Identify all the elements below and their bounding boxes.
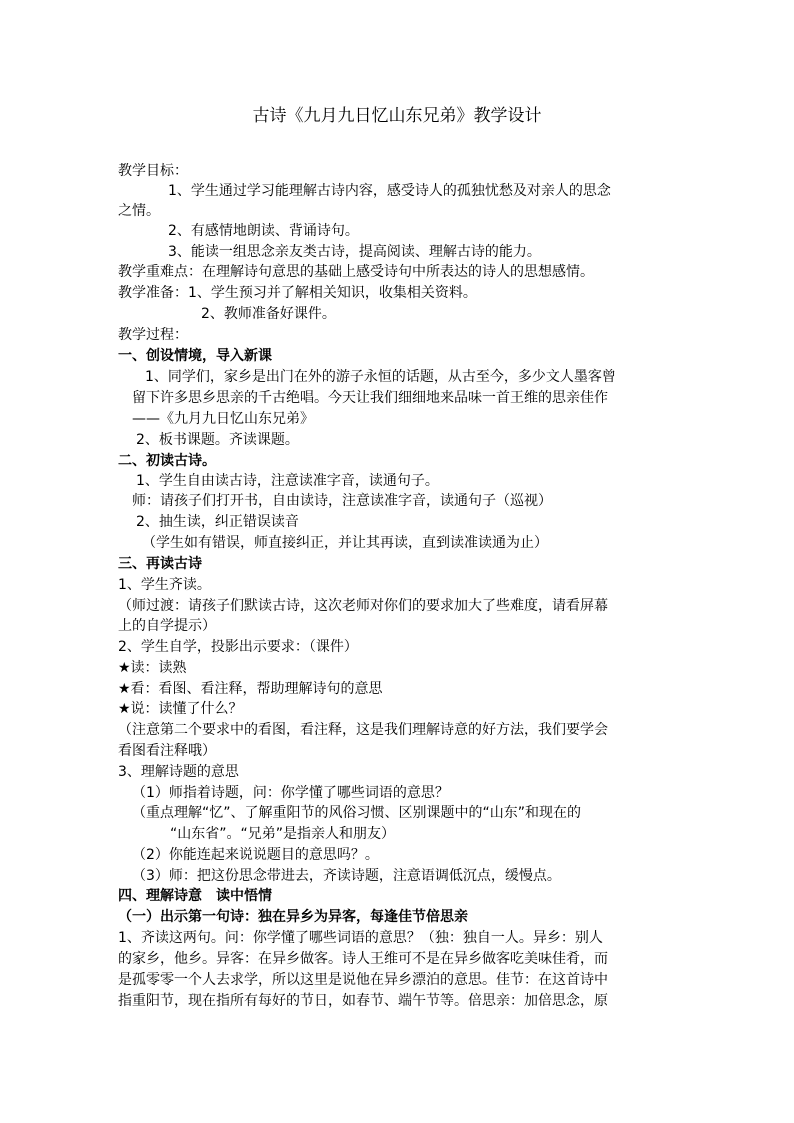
step-2-heading: 二、初读古诗。 (118, 453, 216, 469)
star-item-read: ★读：读熟 (118, 660, 187, 676)
star-item-look: ★看：看图、看注释，帮助理解诗句的意思 (118, 681, 383, 697)
step-3-note-cont: 看图看注释哦） (118, 743, 216, 759)
step-3-sub-1-note: （重点理解“忆”、了解重阳节的风俗习惯、区别课题中的“山东”和现在的 (132, 805, 582, 821)
step-4-item-1-cont3: 指重阳节，现在指所有每好的节日，如春节、端午节等。倍思亲：加倍思念，原 (118, 993, 608, 1009)
objective-2: 2、有感情地朗读、背诵诗句。 (168, 223, 359, 239)
step-1-item-1: 1、同学们，家乡是出门在外的游子永恒的话题，从古至今，多少文人墨客曾 (145, 369, 616, 385)
step-3-heading: 三、再读古诗 (118, 556, 202, 572)
step-4-item-1: 1、齐读这两句。问：你学懂了哪些词语的意思？（独：独自一人。异乡：别人 (118, 930, 603, 946)
step-4-item-1-cont2: 是孤零零一个人去求学，所以这里是说他在异乡漂泊的意思。佳节：在这首诗中 (118, 972, 608, 988)
key-difficulty: 教学重难点：在理解诗句意思的基础上感受诗句中所表达的诗人的思想感情。 (118, 264, 594, 280)
preparation-2: 2、教师准备好课件。 (201, 306, 336, 322)
step-3-sub-1-note-cont: “山东省”。“兄弟”是指亲人和朋友） (170, 826, 396, 842)
step-2-teacher: 师：请孩子们打开书，自由读诗，注意读准字音，读通句子（巡视） (132, 493, 552, 509)
step-2-item-1: 1、学生自由读古诗，注意读准字音，读通句子。 (136, 473, 439, 489)
step-3-item-2: 2、学生自学，投影出示要求：（课件） (118, 639, 358, 655)
step-2-item-2: 2、抽生读，纠正错误读音 (136, 514, 299, 530)
step-4-part-1-heading: （一）出示第一句诗：独在异乡为异客，每逢佳节倍思亲 (118, 909, 468, 925)
objective-1: 1、学生通过学习能理解古诗内容，感受诗人的孤独忧愁及对亲人的思念 (168, 183, 611, 199)
step-3-transition-cont: 上的自学提示） (118, 618, 216, 634)
document-title: 古诗《九月九日忆山东兄弟》教学设计 (252, 106, 542, 126)
step-1-item-2: 2、板书课题。齐读课题。 (136, 432, 299, 448)
star-item-say: ★说：读懂了什么？ (118, 701, 243, 717)
objective-1-cont: 之情。 (118, 203, 160, 219)
objective-3: 3、能读一组思念亲友类古诗，提高阅读、理解古诗的能力。 (168, 244, 541, 260)
step-2-note: （学生如有错误，师直接纠正，并让其再读，直到读准读通为止） (142, 535, 548, 551)
step-3-sub-2: （2）你能连起来说说题目的意思吗？。 (132, 847, 379, 863)
step-1-item-1-cont2: ——《九月九日忆山东兄弟》 (132, 411, 314, 427)
step-3-transition: （师过渡：请孩子们默读古诗，这次老师对你们的要求加大了些难度，请看屏幕 (118, 598, 608, 614)
step-1-heading: 一、创设情境，导入新课 (118, 348, 272, 364)
section-heading-process: 教学过程： (118, 327, 188, 343)
step-3-sub-1: （1）师指着诗题，问：你学懂了哪些词语的意思？ (132, 785, 449, 801)
step-4-heading: 四、理解诗意 读中悟情 (118, 888, 272, 904)
section-heading-objectives: 教学目标： (118, 163, 188, 179)
step-1-item-1-cont: 留下许多思乡思亲的千古绝唱。今天让我们细细地来品味一首王维的思亲佳作 (132, 390, 608, 406)
step-3-sub-3: （3）师：把这份思念带进去，齐读诗题，注意语调低沉点，缓慢点。 (132, 868, 561, 884)
step-4-item-1-cont: 的家乡，他乡。异客：在异乡做客。诗人王维可不是在异乡做客吃美味佳肴，而 (118, 951, 608, 967)
preparation-1: 教学准备：1、学生预习并了解相关知识，收集相关资料。 (118, 285, 477, 301)
step-3-note: （注意第二个要求中的看图，看注释，这是我们理解诗意的好方法，我们要学会 (118, 722, 608, 738)
step-3-item-1: 1、学生齐读。 (118, 577, 211, 593)
step-3-item-3: 3、理解诗题的意思 (118, 764, 239, 780)
